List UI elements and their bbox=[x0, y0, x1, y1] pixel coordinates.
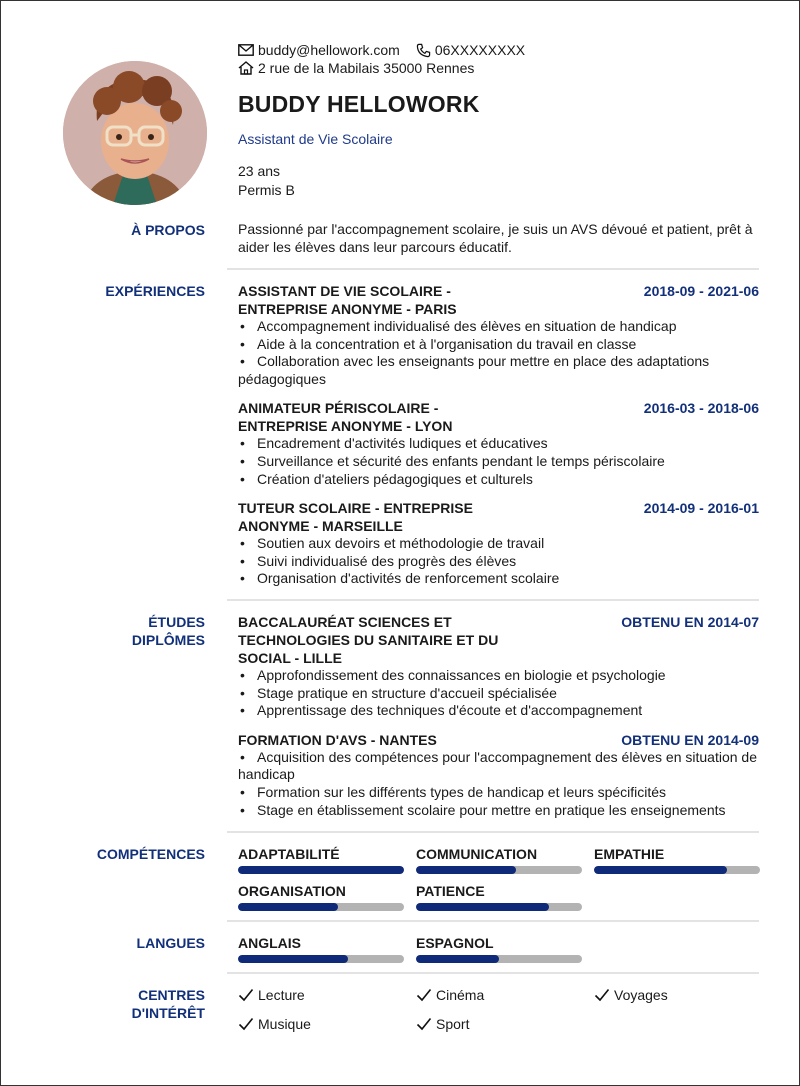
bullet-item: • Collaboration avec les enseignants pour mettre en place des adaptations pédagogiques bbox=[238, 353, 759, 388]
skill-bar-fill bbox=[238, 866, 404, 874]
phone-text: 06XXXXXXXX bbox=[434, 42, 526, 58]
language-bar bbox=[238, 955, 404, 963]
skill-name: COMMUNICATION bbox=[416, 846, 538, 862]
education-item bbox=[238, 731, 759, 819]
language-bar bbox=[416, 955, 582, 963]
education-item bbox=[238, 613, 759, 720]
bullet-item: • Formation sur les différents types de handicap et leurs spécificités bbox=[238, 784, 759, 802]
address-row bbox=[238, 59, 758, 77]
experience-bullets bbox=[238, 435, 759, 488]
skill-item bbox=[238, 845, 404, 874]
skill-bar-fill bbox=[416, 866, 516, 874]
interest-item: Lecture bbox=[238, 986, 305, 1004]
education-date: OBTENU EN 2014-09 bbox=[621, 731, 759, 748]
skill-item bbox=[416, 882, 582, 911]
bullet-item: • Soutien aux devoirs et méthodologie de travail bbox=[238, 535, 759, 553]
skill-bar bbox=[238, 866, 404, 874]
skill-bar bbox=[238, 903, 404, 911]
full-name: BUDDY HELLOWORK bbox=[238, 91, 480, 117]
check-icon bbox=[594, 988, 610, 1002]
education-label: ÉTUDES DIPLÔMES bbox=[131, 614, 205, 648]
language-name: ANGLAIS bbox=[238, 935, 301, 951]
phone-icon bbox=[416, 43, 431, 58]
email-text: buddy@hellowork.com bbox=[258, 42, 400, 58]
language-bar-fill bbox=[416, 955, 499, 963]
address-item bbox=[238, 59, 474, 77]
experience-title: TUTEUR SCOLAIRE - ENTREPRISE ANONYME - MARSEILLE bbox=[238, 500, 473, 535]
skill-item bbox=[238, 882, 404, 911]
interest-item: Cinéma bbox=[416, 986, 484, 1004]
header bbox=[238, 41, 758, 200]
skills-label: COMPÉTENCES bbox=[96, 846, 205, 862]
interest-item: Voyages bbox=[594, 986, 668, 1004]
education-title: BACCALAURÉAT SCIENCES ET TECHNOLOGIES DU SANITAIRE ET DU SOCIAL - LILLE bbox=[238, 614, 499, 666]
divider bbox=[227, 831, 759, 833]
skill-bar bbox=[594, 866, 760, 874]
divider bbox=[227, 972, 759, 974]
interest-item: Musique bbox=[238, 1015, 311, 1033]
language-item bbox=[416, 934, 582, 963]
skill-bar-fill bbox=[416, 903, 549, 911]
bullet-item: • Stage en établissement scolaire pour mettre en pratique les enseignements bbox=[238, 802, 759, 820]
age: 23 ans bbox=[238, 163, 281, 179]
experience-item bbox=[238, 499, 759, 588]
divider bbox=[227, 268, 759, 270]
experience-title: ASSISTANT DE VIE SCOLAIRE - ENTREPRISE ANONYME - PARIS bbox=[238, 283, 457, 317]
education-date: OBTENU EN 2014-07 bbox=[621, 614, 759, 630]
experience-date: 2016-03 - 2018-06 bbox=[643, 400, 759, 417]
interest-item: Sport bbox=[416, 1015, 469, 1033]
experiences-list bbox=[238, 282, 759, 588]
education-bullets bbox=[238, 667, 759, 720]
experience-item bbox=[238, 399, 759, 488]
bullet-item: • Surveillance et sécurité des enfants pendant le temps périscolaire bbox=[238, 453, 759, 471]
avatar bbox=[63, 61, 207, 205]
skill-bar-fill bbox=[594, 866, 727, 874]
email-item[interactable] bbox=[238, 41, 400, 59]
bullet-item: • Apprentissage des techniques d'écoute et d'accompagnement bbox=[238, 702, 759, 720]
address-text: 2 rue de la Mabilais 35000 Rennes bbox=[258, 60, 475, 76]
education-title: FORMATION D'AVS - NANTES bbox=[238, 731, 437, 748]
skill-bar-fill bbox=[238, 903, 338, 911]
bullet-item: • Accompagnement individualisé des élèves en situation de handicap bbox=[238, 318, 759, 336]
home-icon bbox=[238, 61, 254, 75]
mail-icon bbox=[238, 44, 254, 56]
skill-name: ADAPTABILITÉ bbox=[238, 846, 340, 862]
experience-date: 2014-09 - 2016-01 bbox=[643, 500, 759, 517]
skill-bar bbox=[416, 903, 582, 911]
about-text: Passionné par l'accompagnement scolaire, je suis un AVS dévoué et patient, prêt à aider les élèves dans leur parcours éducatif. bbox=[238, 221, 753, 255]
bullet-item: • Suivi individualisé des progrès des élèves bbox=[238, 553, 759, 571]
experience-title: ANIMATEUR PÉRISCOLAIRE - ENTREPRISE ANONYME - LYON bbox=[238, 400, 453, 435]
about-label: À PROPOS bbox=[131, 222, 205, 238]
contact-row bbox=[238, 41, 758, 59]
skill-bar bbox=[416, 866, 582, 874]
bullet-item: • Stage pratique en structure d'accueil spécialisée bbox=[238, 685, 759, 703]
bullet-item: • Création d'ateliers pédagogiques et culturels bbox=[238, 471, 759, 489]
education-bullets bbox=[238, 749, 759, 819]
education-list bbox=[238, 613, 759, 819]
divider bbox=[227, 599, 759, 601]
experience-bullets bbox=[238, 318, 759, 388]
bullet-item: • Aide à la concentration et à l'organisation du travail en classe bbox=[238, 336, 759, 354]
divider bbox=[227, 920, 759, 922]
experience-date: 2018-09 - 2021-06 bbox=[643, 283, 759, 299]
job-title: Assistant de Vie Scolaire bbox=[238, 131, 393, 147]
language-name: ESPAGNOL bbox=[416, 935, 494, 951]
skill-item bbox=[416, 845, 582, 874]
bullet-item: • Encadrement d'activités ludiques et éducatives bbox=[238, 435, 759, 453]
experiences-label: EXPÉRIENCES bbox=[105, 283, 205, 299]
check-icon bbox=[416, 988, 432, 1002]
experience-item bbox=[238, 282, 759, 388]
language-bar-fill bbox=[238, 955, 348, 963]
check-icon bbox=[416, 1017, 432, 1031]
driving-license: Permis B bbox=[238, 182, 295, 198]
check-icon bbox=[238, 1017, 254, 1031]
skill-name: EMPATHIE bbox=[594, 846, 665, 862]
personal-info bbox=[238, 162, 758, 200]
phone-item[interactable] bbox=[416, 41, 525, 59]
language-item bbox=[238, 934, 404, 963]
languages-label: LANGUES bbox=[136, 935, 205, 951]
bullet-item: • Approfondissement des connaissances en biologie et psychologie bbox=[238, 667, 759, 685]
skill-name: ORGANISATION bbox=[238, 883, 346, 899]
avatar-illustration bbox=[63, 61, 207, 205]
skill-name: PATIENCE bbox=[416, 883, 485, 899]
bullet-item: • Organisation d'activités de renforcement scolaire bbox=[238, 570, 759, 588]
bullet-item: • Acquisition des compétences pour l'accompagnement des élèves en situation de handicap bbox=[238, 749, 759, 784]
interests-label: CENTRES D'INTÉRÊT bbox=[131, 987, 205, 1021]
skill-item bbox=[594, 845, 760, 874]
check-icon bbox=[238, 988, 254, 1002]
experience-bullets bbox=[238, 535, 759, 588]
